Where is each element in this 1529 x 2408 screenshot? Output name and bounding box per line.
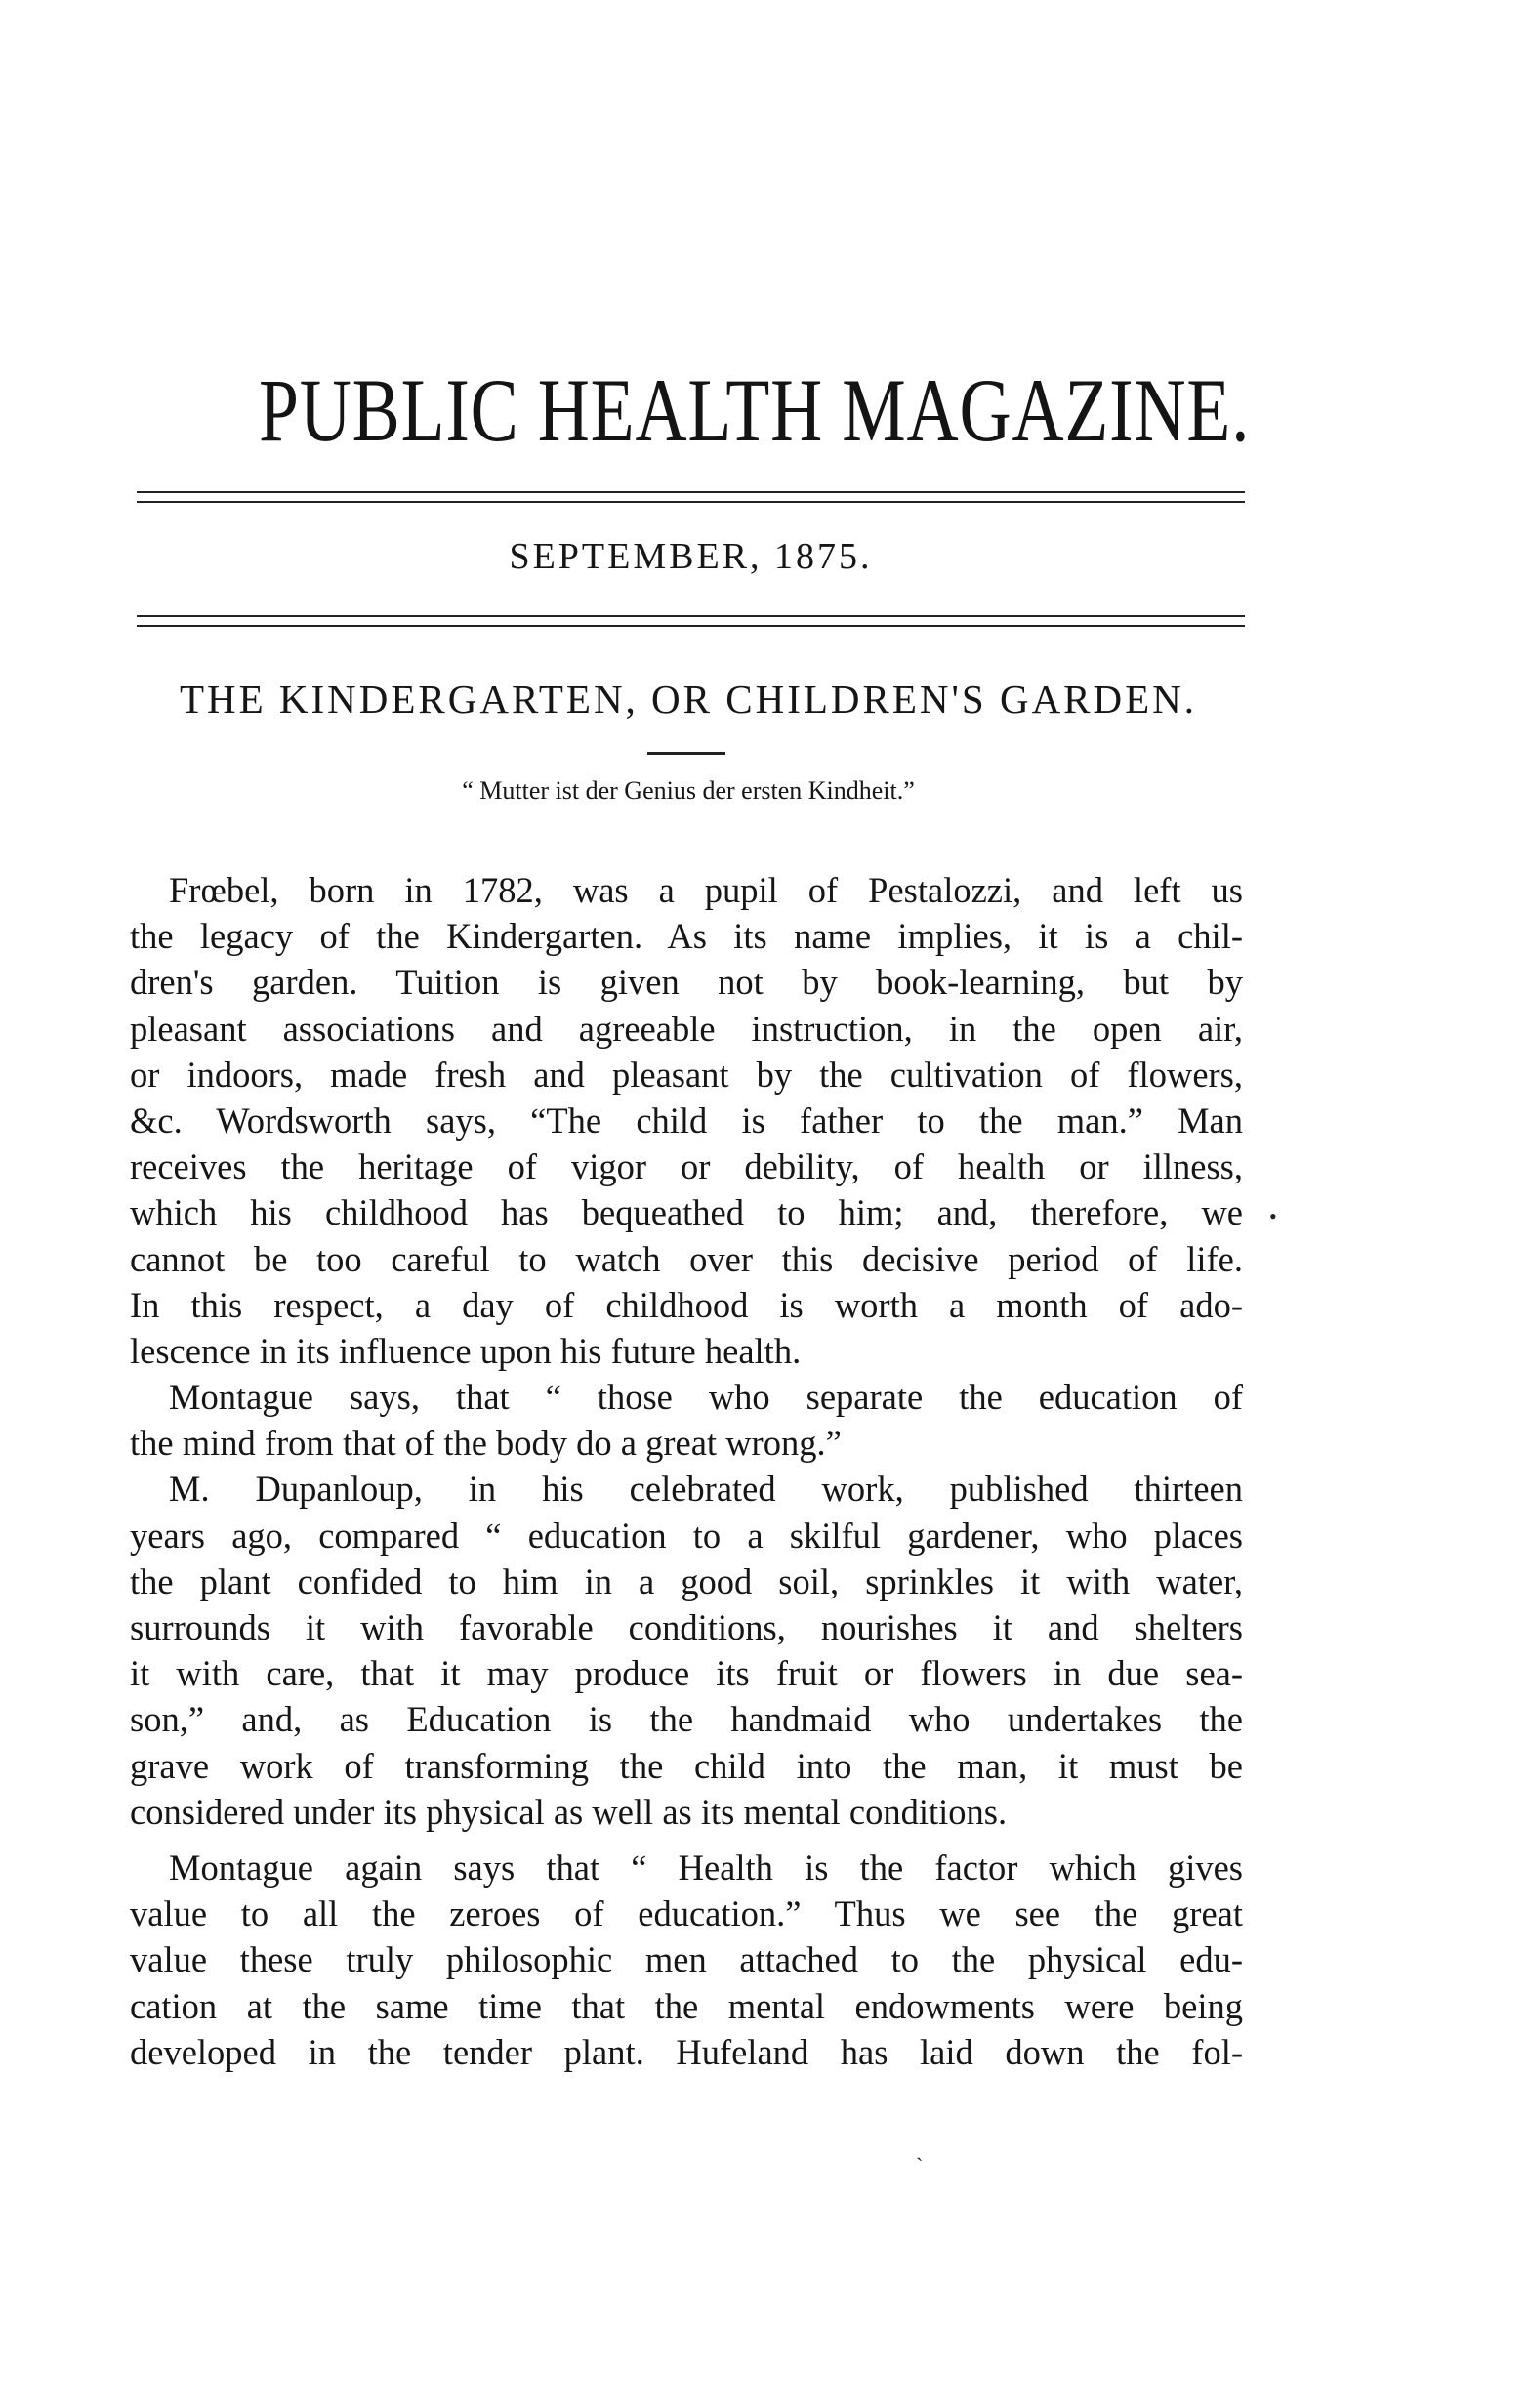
- text-line: which his childhood has bequeathed to him; and, therefore, we: [130, 1192, 1243, 1233]
- title-rule: [647, 752, 725, 755]
- text-line: lescence in its influence upon his future health.: [130, 1330, 802, 1371]
- text-line: developed in the tender plant. Hufeland has laid down the fol-: [130, 2031, 1243, 2072]
- epigraph: “ Mutter ist der Genius der ersten Kindheit.”: [462, 776, 915, 805]
- text-line: the mind from that of the body do a great wrong.”: [130, 1423, 842, 1464]
- text-line: the plant confided to him in a good soil, sprinkles it with water,: [130, 1560, 1243, 1601]
- text-line: son,” and, as Education is the handmaid who undertakes the: [130, 1699, 1243, 1740]
- text-line: surrounds it with favorable conditions, nourishes it and shelters: [130, 1607, 1243, 1647]
- article-body: [130, 867, 1243, 2075]
- masthead-rule-top: [137, 491, 1245, 503]
- page-speck: ˎ: [916, 2137, 924, 2161]
- text-line: In this respect, a day of childhood is worth a month of ado-: [130, 1284, 1243, 1325]
- text-line: Frœbel, born in 1782, was a pupil of Pestalozzi, and left us: [169, 870, 1243, 910]
- issue-date: SEPTEMBER, 1875.: [509, 536, 873, 577]
- text-line: Montague says, that “ those who separate the education of: [169, 1377, 1243, 1418]
- text-line: or indoors, made fresh and pleasant by the cultivation of flowers,: [130, 1054, 1243, 1095]
- magazine-title: PUBLIC HEALTH MAGAZINE.: [259, 360, 1251, 460]
- text-line: value these truly philosophic men attached to the physical edu-: [130, 1939, 1243, 1980]
- text-line: &c. Wordsworth says, “The child is father to the man.” Man: [130, 1100, 1243, 1141]
- text-line: considered under its physical as well as its mental conditions.: [130, 1791, 1008, 1832]
- text-line: receives the heritage of vigor or debility, of health or illness,: [130, 1146, 1243, 1187]
- text-line: M. Dupanloup, in his celebrated work, published thirteen: [169, 1469, 1243, 1510]
- text-line: years ago, compared “ education to a skilful gardener, who places: [130, 1515, 1243, 1556]
- text-line: cation at the same time that the mental endowments were being: [130, 1985, 1243, 2026]
- text-line: cannot be too careful to watch over this decisive period of life.: [130, 1238, 1243, 1279]
- margin-speck: •: [1269, 1204, 1277, 1228]
- masthead-rule-bottom: [137, 615, 1245, 627]
- text-line: dren's garden. Tuition is given not by book-learning, but by: [130, 962, 1243, 1003]
- article-title: THE KINDERGARTEN, OR CHILDREN'S GARDEN.: [179, 677, 1198, 722]
- text-line: pleasant associations and agreeable instruction, in the open air,: [130, 1008, 1243, 1049]
- text-line: Montague again says that “ Health is the factor which gives: [169, 1847, 1243, 1888]
- text-line: the legacy of the Kindergarten. As its name implies, it is a chil-: [130, 916, 1243, 957]
- text-line: grave work of transforming the child into the man, it must be: [130, 1745, 1243, 1786]
- text-line: value to all the zeroes of education.” Thus we see the great: [130, 1893, 1243, 1934]
- paragraph-gap: [130, 1835, 1243, 1845]
- text-line: it with care, that it may produce its fruit or flowers in due sea-: [130, 1653, 1243, 1694]
